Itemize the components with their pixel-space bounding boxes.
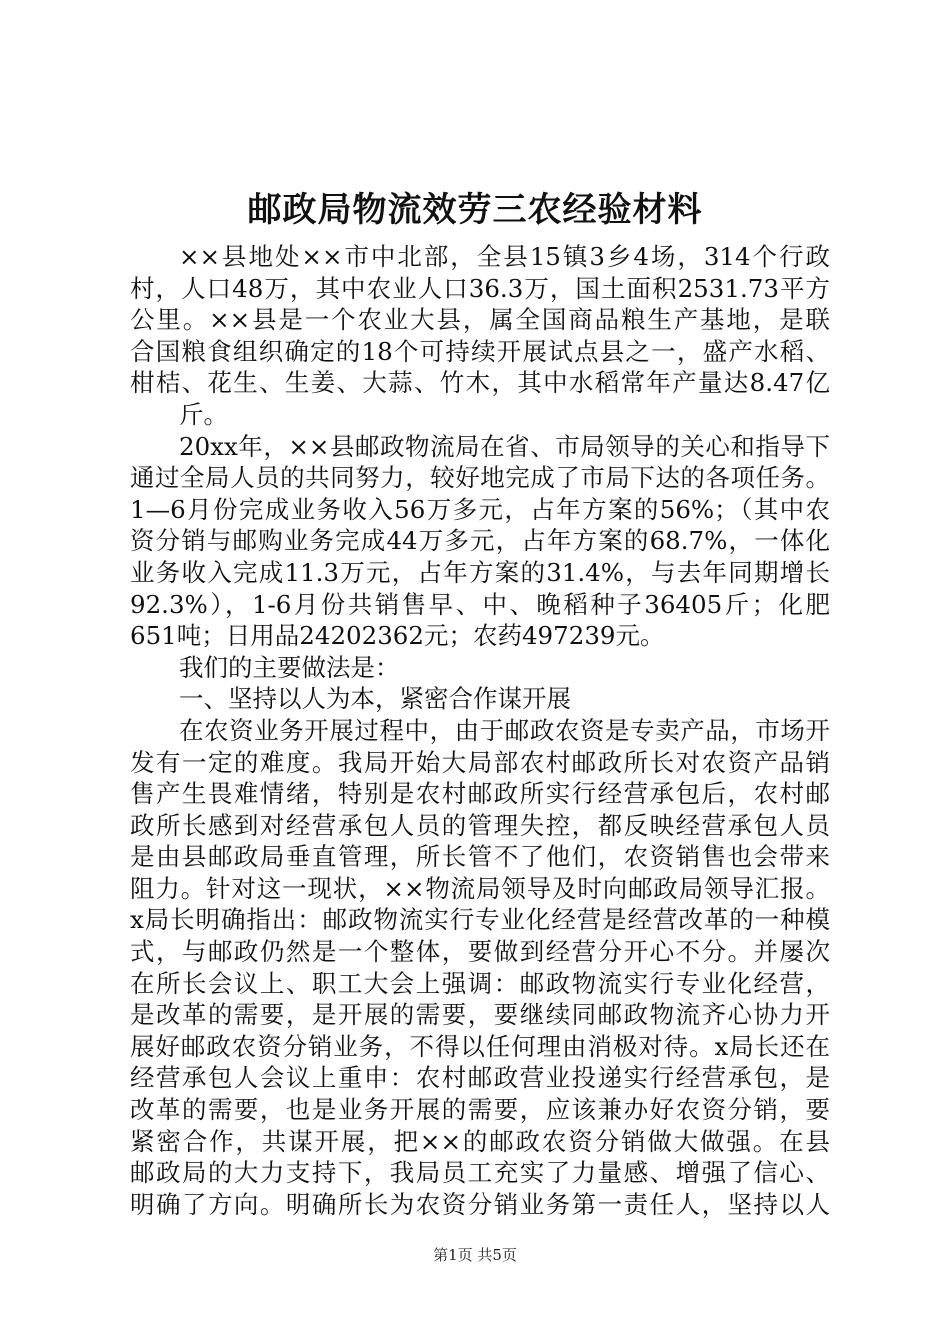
text-line: 售产生畏难情绪，特别是农村邮政所实行经营承包后，农村邮 [130,779,830,809]
text-line: 展好邮政农资分销业务，不得以任何理由消极对待。x局长还在 [130,1031,830,1061]
text-line: 经营承包人会议上重申：农村邮政营业投递实行经营承包，是 [130,1063,830,1093]
text-line: 业务收入完成11.3万元，占年方案的31.4%，与去年同期增长 [130,557,830,587]
text-line: 92.3%），1-6月份共销售早、中、晚稻种子36405斤；化肥 [130,589,830,619]
page-footer: 第1页 共5页 [433,1246,517,1264]
document-title: 邮政局物流效劳三农经验材料 [247,190,703,230]
text-line: 是由县邮政局垂直管理，所长管不了他们，农资销售也会带来 [130,842,830,872]
text-line: 式，与邮政仍然是一个整体，要做到经营分开心不分。并屡次 [130,937,830,967]
text-line: 通过全局人员的共同努力，较好地完成了市局下达的各项任务。 [130,463,830,493]
text-line: 柑桔、花生、生姜、大蒜、竹木，其中水稻常年产量达8.47亿 [130,368,830,398]
text-line: 一、坚持以人为本，紧密合作谋开展 [179,684,571,714]
text-line: 我们的主要做法是： [179,652,400,682]
text-line: 阻力。针对这一现状，××物流局领导及时向邮政局领导汇报。 [130,873,830,903]
text-line: 改革的需要，也是业务开展的需要，应该兼办好农资分销，要 [130,1095,830,1125]
text-line: 斤。 [179,399,228,429]
text-line: 明确了方向。明确所长为农资分销业务第一责任人，坚持以人 [130,1189,830,1219]
document-body [130,241,830,1220]
text-line: ××县地处××市中北部，全县15镇3乡4场，314个行政 [179,242,830,271]
text-line: 资分销与邮购业务完成44万多元，占年方案的68.7%，一体化 [130,526,830,556]
text-line: 651吨；日用品24202362元；农药497239元。 [130,621,665,651]
text-line: 公里。××县是一个农业大县，属全国商品粮生产基地，是联 [130,305,830,335]
text-line: 是改革的需要，是开展的需要，要继续同邮政物流齐心协力开 [130,1000,830,1030]
text-line: 在农资业务开展过程中，由于邮政农资是专卖产品，市场开 [179,715,830,745]
text-line: 在所长会议上、职工大会上强调：邮政物流实行专业化经营， [130,968,830,998]
text-line: x局长明确指出：邮政物流实行专业化经营是经营改革的一种模 [130,905,830,935]
text-line: 发有一定的难度。我局开始大局部农村邮政所长对农资产品销 [130,747,830,777]
text-line: 紧密合作，共谋开展，把××的邮政农资分销做大做强。在县 [130,1126,830,1156]
text-line: 政所长感到对经营承包人员的管理失控，都反映经营承包人员 [130,810,830,840]
text-line: 合国粮食组织确定的18个可持续开展试点县之一，盛产水稻、 [130,336,830,366]
text-line: 邮政局的大力支持下，我局员工充实了力量感、增强了信心、 [130,1158,830,1188]
text-line: 1—6月份完成业务收入56万多元，占年方案的56%；（其中农 [130,494,830,524]
text-line: 20xx年，××县邮政物流局在省、市局领导的关心和指导下 [179,431,830,461]
text-line: 村，人口48万，其中农业人口36.3万，国土面积2531.73平方 [130,273,830,303]
